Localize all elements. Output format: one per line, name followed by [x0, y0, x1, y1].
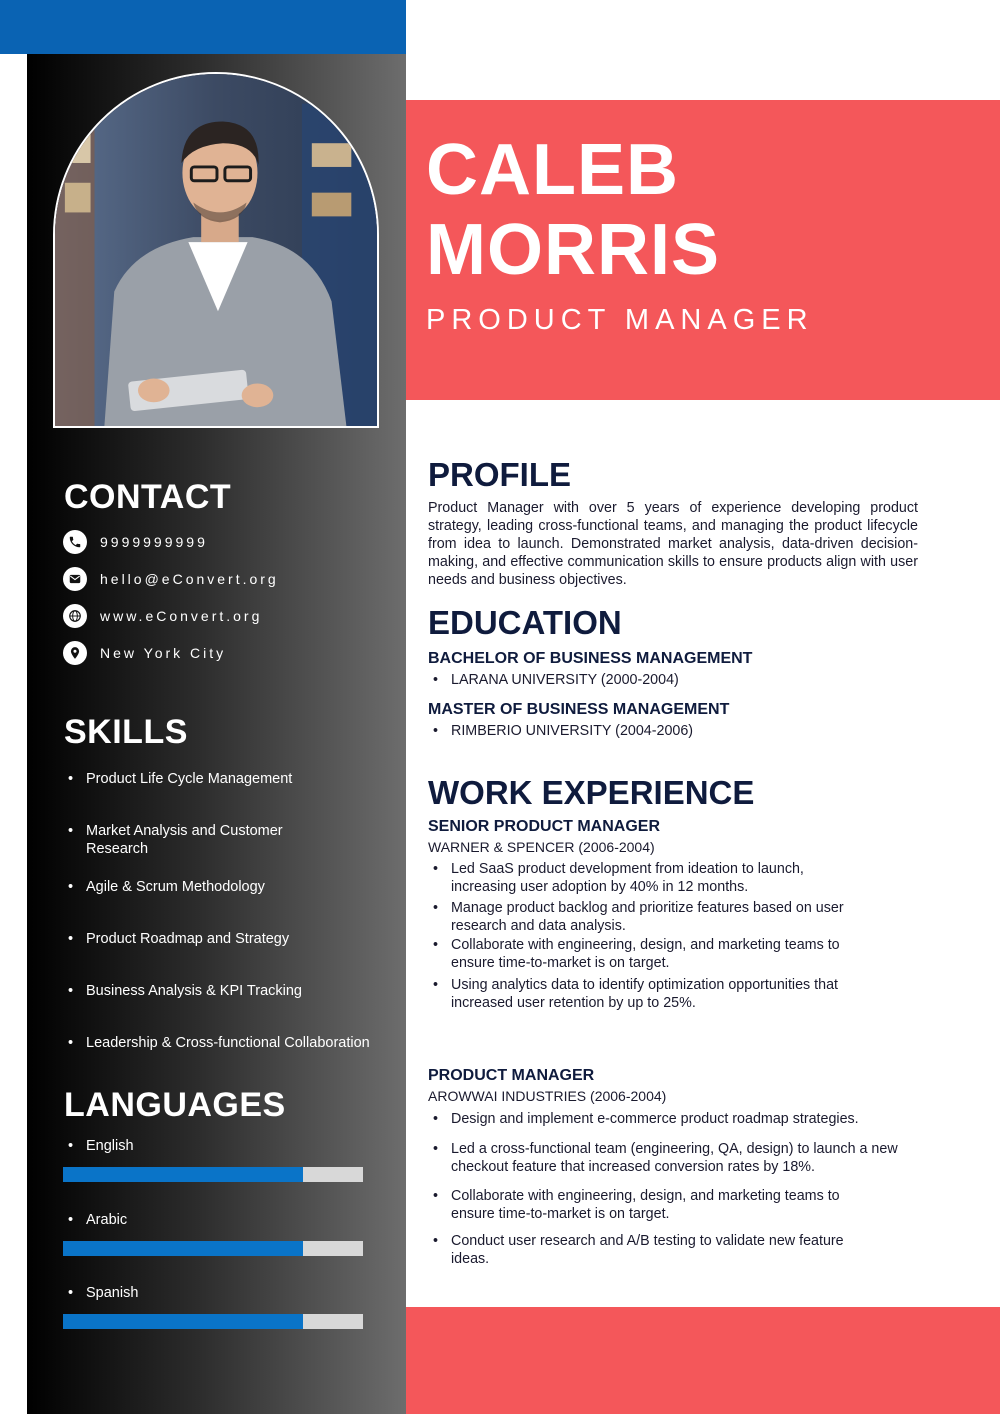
education-degree: MASTER OF BUSINESS MANAGEMENT [428, 701, 730, 718]
job-role: PRODUCT MANAGER [428, 1067, 595, 1084]
skill-item: • Product Roadmap and Strategy [68, 930, 398, 948]
job-company: WARNER & SPENCER (2006-2004) [428, 839, 655, 855]
job-bullet: • Using analytics data to identify optimization opportunities that increased user retention by up to 25%. [433, 976, 883, 1012]
language-arabic: • Arabic [68, 1212, 127, 1228]
language-spanish: • Spanish [68, 1285, 138, 1301]
phone-icon [63, 530, 87, 554]
job-bullet: • Collaborate with engineering, design, and marketing teams to ensure time-to-market is on target. [433, 936, 883, 972]
contact-location [63, 640, 226, 666]
language-level-fill [63, 1314, 303, 1329]
contact-email-text[interactable]: hello@eConvert.org [100, 571, 279, 587]
language-english: • English [68, 1138, 134, 1154]
language-level-bar [63, 1241, 363, 1256]
job-bullet: • Conduct user research and A/B testing to validate new feature ideas. [433, 1232, 883, 1268]
top-blue-bar [0, 0, 406, 54]
skill-item: • Agile & Scrum Methodology [68, 878, 398, 896]
skill-item: • Leadership & Cross-functional Collaboration [68, 1034, 398, 1052]
contact-website-text[interactable]: www.eConvert.org [100, 608, 263, 624]
mail-icon [63, 567, 87, 591]
skills-heading: SKILLS [64, 713, 188, 751]
contact-heading: CONTACT [64, 478, 232, 516]
profile-heading: PROFILE [428, 456, 572, 493]
job-bullet: • Design and implement e-commerce product roadmap strategies. [433, 1110, 903, 1128]
profile-photo [53, 72, 379, 428]
job-bullet: • Led a cross-functional team (engineering, QA, design) to launch a new checkout feature that increased conversion rates by 18%. [433, 1140, 903, 1176]
job-role: SENIOR PRODUCT MANAGER [428, 818, 661, 835]
job-company: AROWWAI INDUSTRIES (2006-2004) [428, 1088, 667, 1104]
profile-summary: Product Manager with over 5 years of experience developing product strategy, leading cross-functional teams, and managing the product lifecycle from idea to launch. Demonstrated market analysis, data-driven decision-making, and effective communication skills to ensure products align with user needs and business objectives. [428, 500, 918, 588]
language-level-bar [63, 1167, 363, 1182]
skill-item: • Product Life Cycle Management [68, 770, 398, 788]
contact-website [63, 603, 262, 629]
contact-email [63, 566, 279, 592]
job-title: PRODUCT MANAGER [426, 304, 814, 336]
first-name: CALEB [426, 130, 679, 210]
job-bullet: • Led SaaS product development from ideation to launch, increasing user adoption by 40% in 12 months. [433, 860, 853, 896]
skill-item: • Business Analysis & KPI Tracking [68, 982, 398, 1000]
contact-location-text: New York City [100, 645, 227, 661]
contact-phone [63, 529, 208, 555]
education-school: • LARANA UNIVERSITY (2000-2004) [433, 671, 893, 689]
location-pin-icon [63, 641, 87, 665]
languages-heading: LANGUAGES [64, 1086, 286, 1124]
education-school: • RIMBERIO UNIVERSITY (2004-2006) [433, 722, 893, 740]
job-bullet: • Manage product backlog and prioritize features based on user research and data analysis. [433, 899, 883, 935]
education-heading: EDUCATION [428, 604, 622, 641]
contact-phone-text[interactable]: 9999999999 [100, 534, 208, 550]
language-level-fill [63, 1167, 303, 1182]
candidate-name [426, 130, 986, 290]
language-level-fill [63, 1241, 303, 1256]
language-level-bar [63, 1314, 363, 1329]
last-name: MORRIS [426, 210, 720, 290]
globe-icon [63, 604, 87, 628]
job-bullet: • Collaborate with engineering, design, and marketing teams to ensure time-to-market is on target. [433, 1187, 883, 1223]
footer-banner [406, 1307, 1000, 1414]
education-degree: BACHELOR OF BUSINESS MANAGEMENT [428, 650, 753, 667]
skill-item: • Market Analysis and Customer Research [68, 822, 328, 858]
work-experience-heading: WORK EXPERIENCE [428, 774, 755, 811]
